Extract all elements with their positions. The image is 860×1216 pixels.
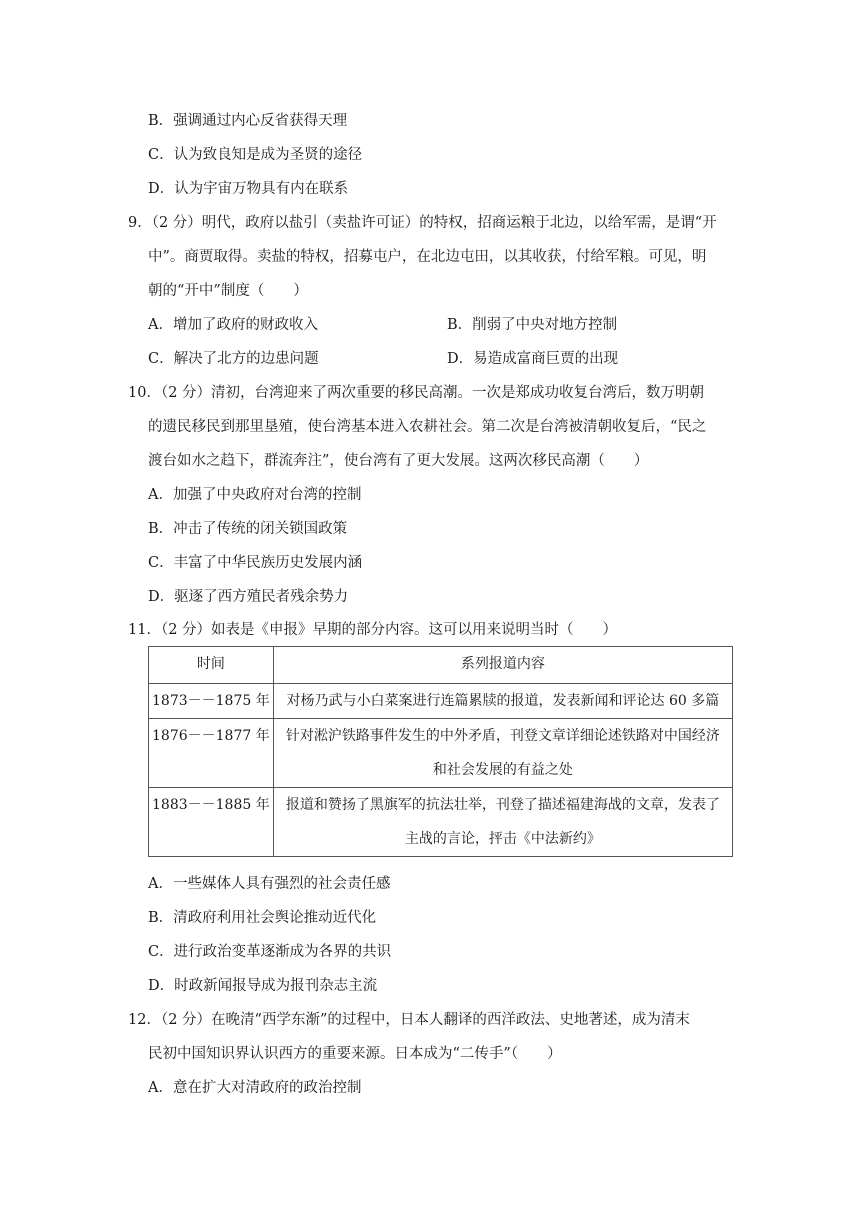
q10-stem-line-1: 10．（2 分）清初，台湾迎来了两次重要的移民高潮。一次是郑成功收复台湾后，数万明朝 — [128, 385, 705, 401]
table-cell-line: 报道和赞扬了黑旗军的抗法壮举，刊登了描述福建海战的文章，发表了 — [285, 797, 720, 813]
q11-option-a: A．一些媒体人具有强烈的社会责任感 — [148, 876, 391, 892]
q8-option-b: B．强调通过内心反省获得天理 — [148, 113, 348, 129]
shenbao-table — [148, 646, 733, 857]
q10-option-a: A．加强了中央政府对台湾的控制 — [148, 487, 362, 503]
q9-stem-line-3: 朝的“开中”制度（ ） — [148, 283, 308, 299]
table-cell-content — [273, 788, 732, 857]
q9-stem-line-2: 中”。商贾取得。卖盐的特权，招募屯户，在北边屯田，以其收获，付给军粮。可见，明 — [148, 249, 707, 265]
q12-option-a: A．意在扩大对清政府的政治控制 — [148, 1080, 362, 1096]
q10-stem-line-2: 的遗民移民到那里垦殖，使台湾基本进入农耕社会。第二次是台湾被清朝收复后，“民之 — [148, 419, 707, 435]
table-cell-line: 对杨乃武与小白菜案进行连篇累牍的报道，发表新闻和评论达 60 多篇 — [286, 693, 720, 709]
table-cell-line: 和社会发展的有益之处 — [432, 762, 573, 778]
q10-option-c: C．丰富了中华民族历史发展内涵 — [148, 555, 363, 571]
q11-option-c: C．进行政治变革逐渐成为各界的共识 — [148, 944, 392, 960]
q8-option-c: C．认为致良知是成为圣贤的途径 — [148, 147, 363, 163]
q10-option-d: D．驱逐了西方殖民者残余势力 — [148, 589, 349, 605]
q11-option-b: B．清政府利用社会舆论推动近代化 — [148, 910, 377, 926]
q9-stem-line-1: 9．（2 分）明代，政府以盐引（卖盐许可证）的特权，招商运粮于北边，以给军需，是谓“开 — [128, 215, 717, 231]
q12-stem-line-1: 12．（2 分）在晚清“西学东渐”的过程中，日本人翻译的西洋政法、史地著述，成为清末 — [128, 1012, 690, 1028]
table-cell-line: 主战的言论，抨击《中法新约》 — [404, 831, 601, 847]
table-header-content: 系列报道内容 — [273, 647, 732, 684]
table-cell-time: 1873－－1875 年 — [149, 684, 274, 719]
table-row — [149, 719, 733, 788]
q8-option-d: D．认为宇宙万物具有内在联系 — [148, 181, 349, 197]
table-cell-time: 1876－－1877 年 — [149, 719, 274, 788]
q9-option-c: C．解决了北方的边患问题 — [148, 351, 319, 367]
q11-stem: 11．（2 分）如表是《申报》早期的部分内容。这可以用来说明当时（ ） — [128, 622, 618, 638]
table-cell-content — [273, 719, 732, 788]
q9-option-a: A．增加了政府的财政收入 — [148, 317, 318, 333]
q9-option-d: D．易造成富商巨贾的出现 — [447, 351, 619, 367]
q10-stem-line-3: 渡台如水之趋下，群流奔注”，使台湾有了更大发展。这两次移民高潮（ ） — [148, 453, 649, 469]
q11-option-d: D．时政新闻报导成为报刊杂志主流 — [148, 978, 378, 994]
table-row — [149, 788, 733, 857]
table-header-row — [149, 647, 733, 684]
q12-stem-line-2: 民初中国知识界认识西方的重要来源。日本成为“二传手”（ ） — [148, 1046, 562, 1062]
table-header-time: 时间 — [149, 647, 274, 684]
table-cell-line: 针对淞沪铁路事件发生的中外矛盾，刊登文章详细论述铁路对中国经济 — [285, 728, 720, 744]
table-row — [149, 684, 733, 719]
table-cell-time: 1883－－1885 年 — [149, 788, 274, 857]
q10-option-b: B．冲击了传统的闭关锁国政策 — [148, 521, 348, 537]
table-cell-content — [273, 684, 732, 719]
q9-option-b: B．削弱了中央对地方控制 — [447, 317, 618, 333]
